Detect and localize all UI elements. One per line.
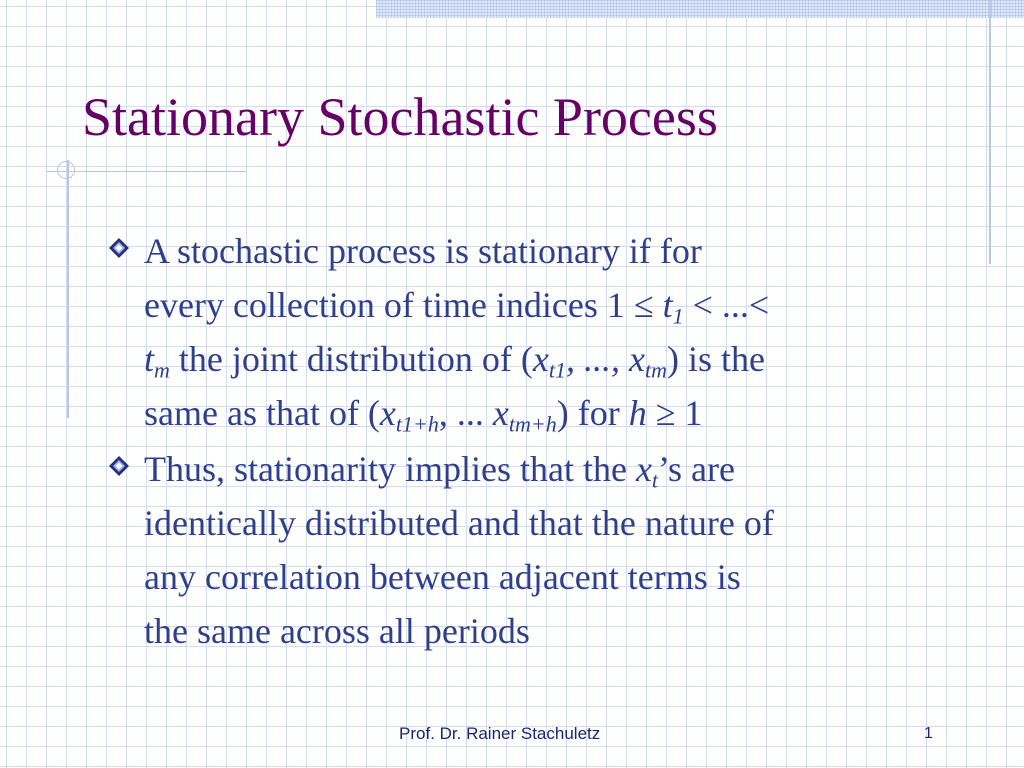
bullet-1-sub-t1h: t1+h	[395, 411, 439, 437]
bullet-2-text: ’s are	[658, 449, 736, 489]
diamond-bullet-icon	[108, 237, 130, 259]
bullet-1-text: ≥ 1	[646, 393, 703, 433]
bullet-1-text: ) for	[556, 393, 629, 433]
bullet-1-sub-1: 1	[672, 303, 684, 329]
bullet-list	[144, 224, 964, 660]
bullet-2-line-2: identically distributed and that the nature of	[144, 503, 774, 543]
footer-author: Prof. Dr. Rainer Stachuletz	[399, 724, 601, 743]
bullet-1-text: same as that of (	[144, 393, 380, 433]
bullet-1-sub-t1: t1	[548, 357, 566, 383]
bullet-1-x: x	[629, 339, 645, 379]
bullet-2-sub-t: t	[651, 467, 659, 493]
slide-title: Stationary Stochastic Process	[82, 87, 718, 147]
bullet-1-text: < ...<	[683, 285, 770, 325]
page-number: 1	[924, 725, 933, 742]
bullet-2-x: x	[635, 449, 652, 489]
bullet-1-sub-tmh: tm+h	[508, 411, 557, 437]
bullet-1-x: x	[492, 393, 509, 433]
bullet-1-text: the joint distribution of (	[169, 339, 533, 379]
bullet-1-x: x	[532, 339, 549, 379]
bullet-2-line-4: the same across all periods	[144, 611, 530, 651]
bullet-1-text: every collection of time indices 1 ≤	[144, 285, 663, 325]
bullet-1-sub-m: m	[154, 357, 170, 383]
top-decorative-strip	[376, 0, 1024, 18]
bullet-1-sub-tm: tm	[644, 357, 667, 383]
bullet-item-2	[144, 442, 964, 658]
bullet-1-dots: , ...,	[566, 339, 629, 379]
left-decorative-line	[67, 160, 69, 418]
title-underline	[46, 171, 246, 172]
bullet-1-dots: , ...	[438, 393, 493, 433]
bullet-1-line-1: A stochastic process is stationary if for	[144, 231, 702, 271]
bullet-1-h: h	[628, 393, 647, 433]
decorative-ring-icon	[57, 161, 75, 179]
right-decorative-line	[989, 0, 991, 264]
bullet-2-text: Thus, stationarity implies that the	[144, 449, 636, 489]
diamond-bullet-icon	[108, 455, 130, 477]
bullet-1-x: x	[379, 393, 396, 433]
bullet-1-t: t	[144, 339, 155, 379]
bullet-1-t: t	[662, 285, 673, 325]
bullet-item-1	[144, 224, 964, 440]
bullet-1-text: ) is the	[666, 339, 765, 379]
bullet-2-line-3: any correlation between adjacent terms is	[144, 557, 741, 597]
